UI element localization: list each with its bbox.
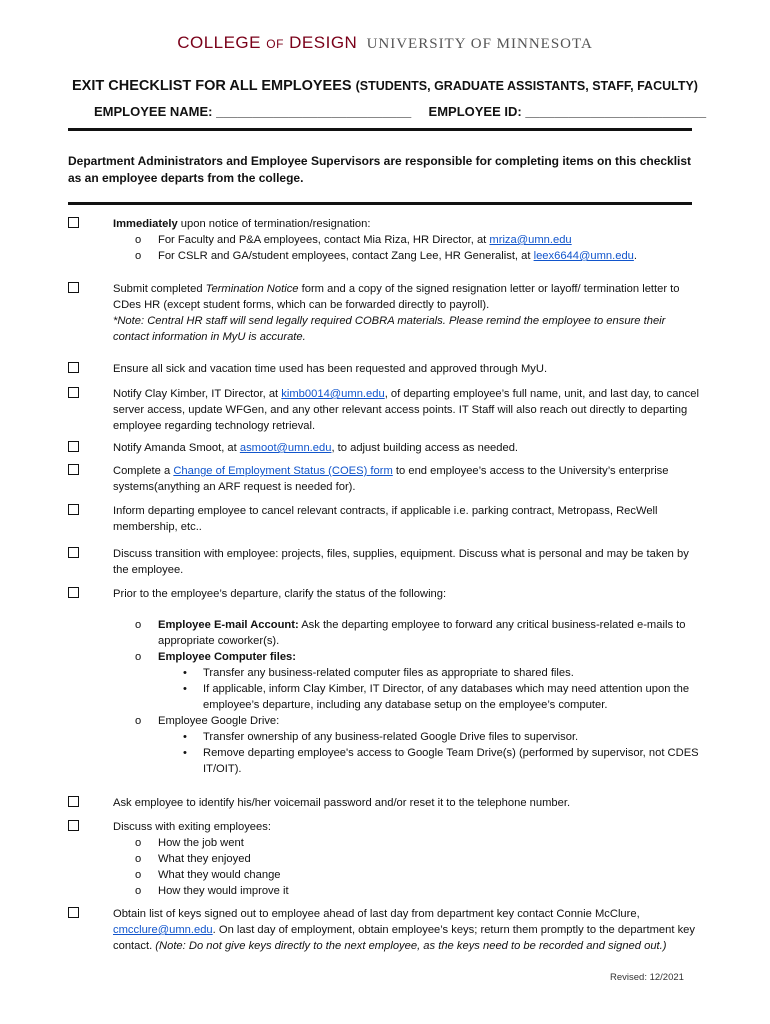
title-sub: (STUDENTS, GRADUATE ASSISTANTS, STAFF, FACULTY) xyxy=(355,79,698,93)
item-8-text: Discuss transition with employee: projects, files, supplies, equipment. Discuss what is personal and may be taken by the employee. xyxy=(113,548,689,576)
logo-of: OF xyxy=(266,37,284,51)
google-drive-bullet-1: Transfer ownership of any business-related Google Drive files to supervisor. xyxy=(203,731,579,743)
computer-files-heading: Employee Computer files: xyxy=(158,651,297,663)
computer-files-bullet-1: Transfer any business-related computer files as appropriate to shared files. xyxy=(203,667,574,679)
list-item: How they would improve it xyxy=(158,885,289,897)
item-1-text: upon notice of termination/resignation: xyxy=(177,218,371,230)
college-logo xyxy=(0,33,770,53)
item-1-lead: Immediately xyxy=(113,218,178,230)
employee-id-field[interactable]: EMPLOYEE ID: _________________________ xyxy=(428,104,707,119)
divider-intro xyxy=(68,202,692,205)
checkbox-icon[interactable] xyxy=(68,820,79,831)
punct: . xyxy=(633,250,638,262)
email-link-leex6644[interactable]: leex6644@umn.edu xyxy=(533,250,634,262)
item-1-sub-2: For CSLR and GA/student employees, contact Zang Lee, HR Generalist, at xyxy=(158,250,534,262)
list-item: How the job went xyxy=(158,837,244,849)
revised-date: Revised: 12/2021 xyxy=(610,972,684,983)
checkbox-icon[interactable] xyxy=(68,464,79,475)
checkbox-icon[interactable] xyxy=(68,907,79,918)
checkbox-icon[interactable] xyxy=(68,547,79,558)
checkbox-icon[interactable] xyxy=(68,282,79,293)
email-link-asmoot[interactable]: asmoot@umn.edu xyxy=(239,442,332,454)
item-4-pre: Notify Clay Kimber, IT Director, at xyxy=(113,388,282,400)
employee-name-field[interactable]: EMPLOYEE NAME: ___________________________ xyxy=(94,104,412,119)
item-12-post: . On last day of employment, obtain employee’s keys; return them promptly to the department key contact. xyxy=(113,924,695,952)
list-item: What they enjoyed xyxy=(158,853,251,865)
logo-college: COLLEGE xyxy=(177,33,261,52)
logo-university: UNIVERSITY OF MINNESOTA xyxy=(366,36,593,52)
item-10-text: Ask employee to identify his/her voicemail password and/or reset it to the telephone number. xyxy=(113,797,571,809)
checkbox-icon[interactable] xyxy=(68,587,79,598)
computer-files-bullet-2: If applicable, inform Clay Kimber, IT Director, of any databases which may need attention upon the employee’s departure, including any database setup on the employee’s computer. xyxy=(203,683,690,711)
divider-top xyxy=(68,128,692,131)
email-link-cmcclure[interactable]: cmcclure@umn.edu xyxy=(113,924,213,936)
checkbox-icon[interactable] xyxy=(68,441,79,452)
google-drive-bullet-2: Remove departing employee's access to Google Team Drive(s) (performed by supervisor, not CDES IT/OIT). xyxy=(203,747,699,775)
email-link-kimb0014[interactable]: kimb0014@umn.edu xyxy=(281,388,385,400)
item-12-note: (Note: Do not give keys directly to the next employee, as the keys need to be recorded and signed out.) xyxy=(155,940,667,952)
coes-form-link[interactable]: Change of Employment Status (COES) form xyxy=(173,465,393,477)
checkbox-icon[interactable] xyxy=(68,387,79,398)
checkbox-icon[interactable] xyxy=(68,217,79,228)
checkbox-icon[interactable] xyxy=(68,504,79,515)
item-5-post: , to adjust building access as needed. xyxy=(331,442,519,454)
item-7-text: Inform departing employee to cancel relevant contracts, if applicable i.e. parking contract, Metropass, RecWell membership, etc.. xyxy=(113,505,658,533)
item-4-post: , of departing employee’s full name, unit, and last day, to cancel server access, update WFGen, and any other relevant access points. IT Staff will also reach out directly to departing employee regarding technology retrieval. xyxy=(113,388,699,432)
item-3-text: Ensure all sick and vacation time used has been requested and approved through MyU. xyxy=(113,363,548,375)
item-6-pre: Complete a xyxy=(113,465,174,477)
email-account-heading: Employee E-mail Account: xyxy=(158,619,299,631)
title-main: EXIT CHECKLIST FOR ALL EMPLOYEES xyxy=(72,78,352,94)
item-2-post: form and a copy of the signed resignation letter or layoff/ termination letter to CDes HR (except student forms, which can be forwarded directly to payroll). xyxy=(113,283,680,311)
item-2-form-name: Termination Notice xyxy=(205,283,299,295)
google-drive-heading: Employee Google Drive: xyxy=(158,715,280,727)
item-2-pre: Submit completed xyxy=(113,283,206,295)
item-12-pre: Obtain list of keys signed out to employee ahead of last day from department key contact Connie McClure, xyxy=(113,908,640,920)
item-11-lead: Discuss with exiting employees: xyxy=(113,821,271,833)
logo-design: DESIGN xyxy=(289,33,358,52)
item-9-lead: Prior to the employee’s departure, clarify the status of the following: xyxy=(113,588,447,600)
item-2-note: *Note: Central HR staff will send legally required COBRA materials. Please remind the employee to ensure their contact information in MyU is accurate. xyxy=(113,315,666,343)
checkbox-icon[interactable] xyxy=(68,362,79,373)
page-title xyxy=(0,78,770,94)
email-link-mriza[interactable]: mriza@umn.edu xyxy=(489,234,572,246)
item-6-post: to end employee’s access to the University’s enterprise systems(anything an ARF request is needed for). xyxy=(113,465,669,493)
list-item: What they would change xyxy=(158,869,281,881)
employee-fields xyxy=(94,104,706,119)
checkbox-icon[interactable] xyxy=(68,796,79,807)
item-1-sub-1: For Faculty and P&A employees, contact Mia Riza, HR Director, at xyxy=(158,234,490,246)
item-5-pre: Notify Amanda Smoot, at xyxy=(113,442,240,454)
email-account-text: Ask the departing employee to forward any critical business-related e-mails to appropriate coworker(s). xyxy=(158,619,686,647)
intro-text: Department Administrators and Employee Supervisors are responsible for completing items on this checklist as an employee departs from the college. xyxy=(68,154,692,185)
